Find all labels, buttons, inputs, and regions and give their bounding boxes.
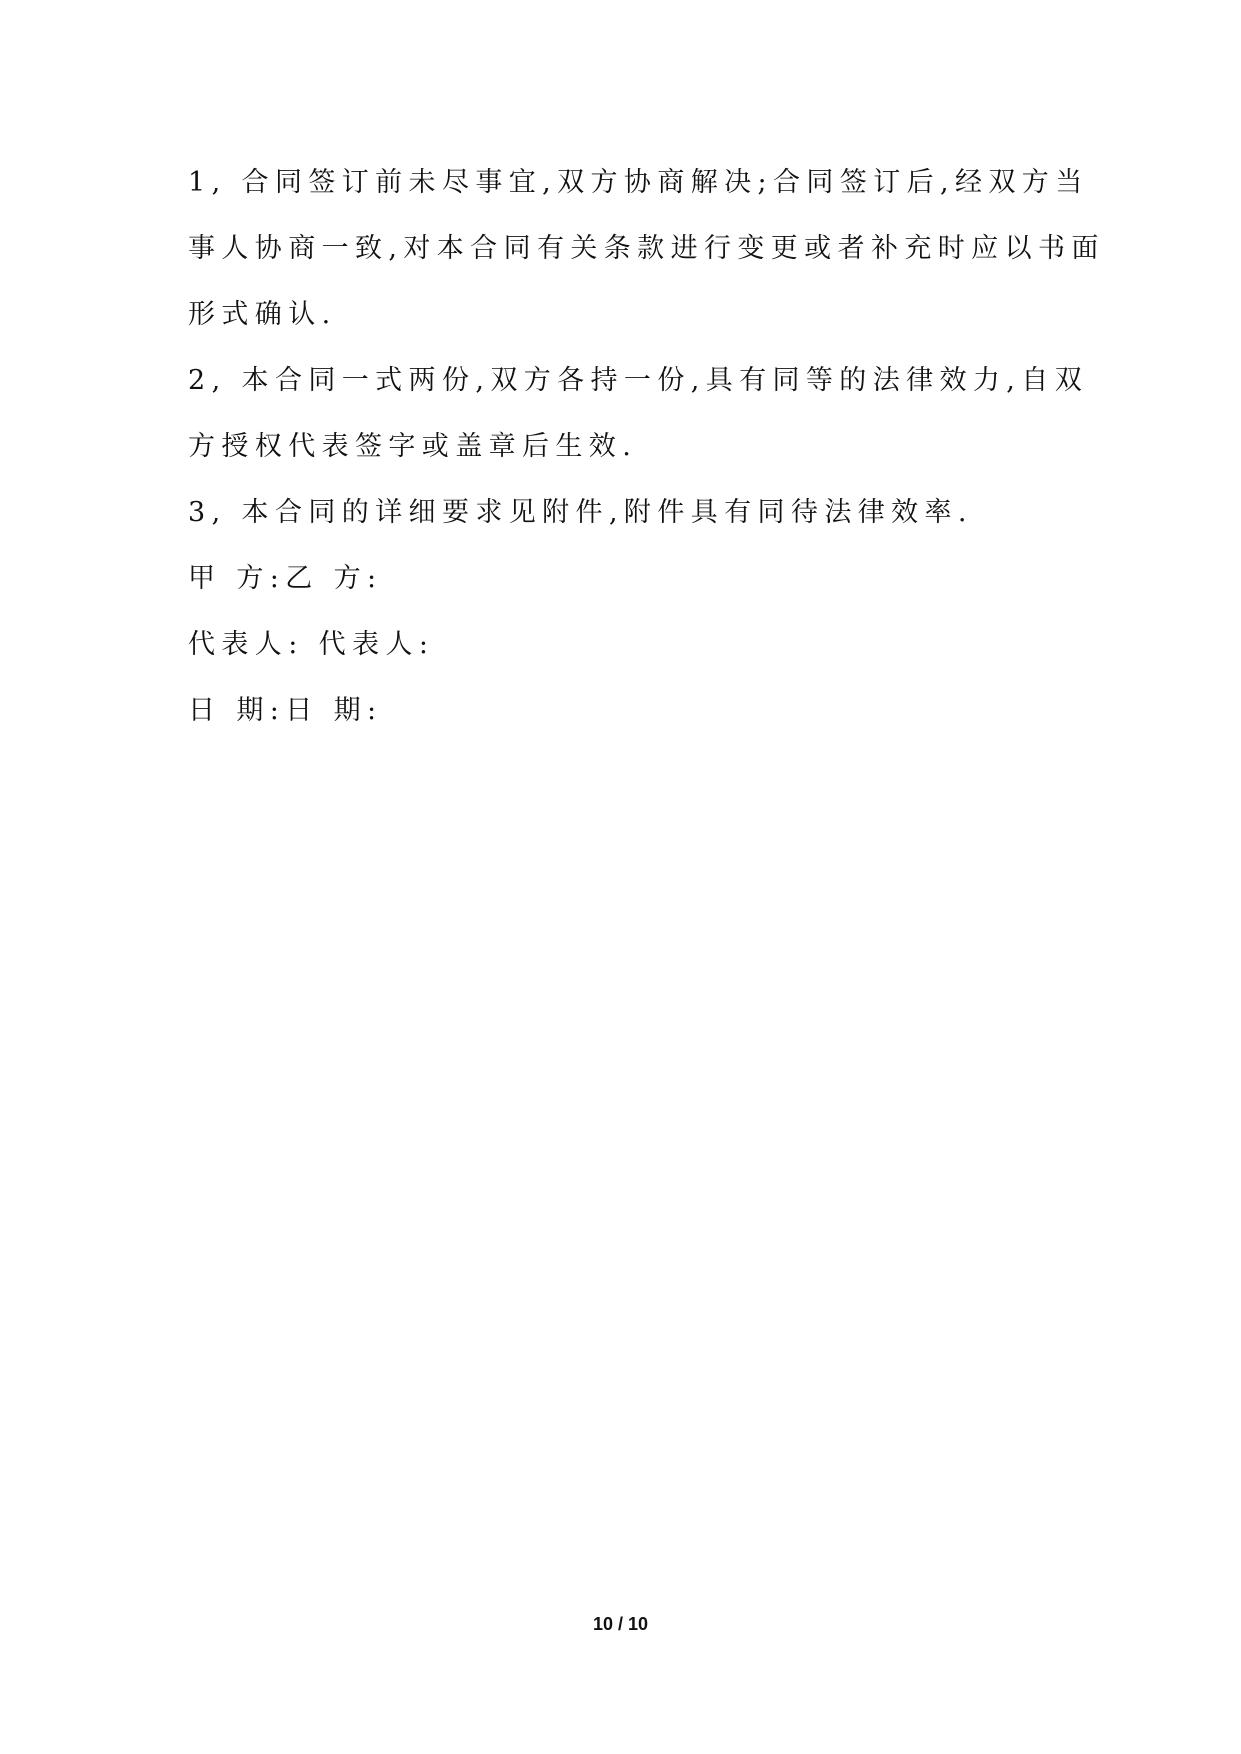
clause-2 [188, 348, 1089, 480]
clause-1-line-3: 形式确认. [188, 299, 337, 330]
clause-3-line-1: 3, 本合同的详细要求见附件,附件具有同待法律效率. [188, 497, 973, 528]
clause-1-line-1: 1, 合同签订前未尽事宜,双方协商解决;合同签订后,经双方当 [188, 167, 1089, 198]
clause-2-line-1: 2, 本合同一式两份,双方各持一份,具有同等的法律效力,自双 [188, 365, 1089, 396]
clause-1 [188, 150, 1105, 348]
representative-line: 代表人: 代表人: [188, 629, 435, 660]
signature-block [188, 546, 1058, 744]
party-line: 甲 方:乙 方: [188, 563, 383, 594]
page-number: 10 / 10 [592, 1614, 649, 1634]
date-line: 日 期:日 期: [188, 695, 383, 726]
clause-3 [188, 480, 1058, 546]
contract-body [188, 150, 1105, 744]
clause-2-line-2: 方授权代表签字或盖章后生效. [188, 431, 638, 462]
clause-1-line-2: 事人协商一致,对本合同有关条款进行变更或者补充时应以书面 [188, 233, 1105, 264]
